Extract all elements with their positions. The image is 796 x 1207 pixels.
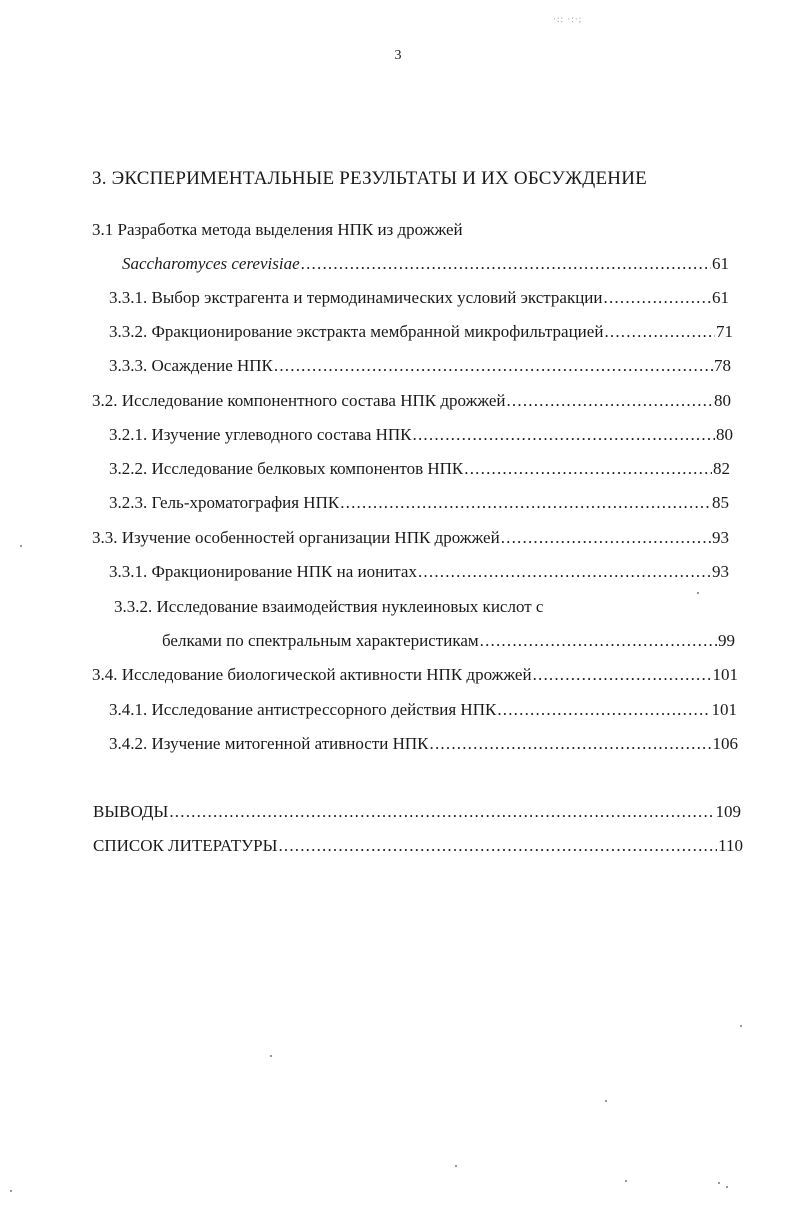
dot-leader: [418, 562, 711, 582]
toc-page-number: 101: [712, 665, 738, 684]
toc-entry-references[interactable]: [93, 836, 743, 856]
toc-page-number: 93: [712, 528, 729, 547]
toc-page-number: 109: [715, 802, 741, 821]
dot-leader: [533, 665, 712, 685]
toc-page-number: 71: [716, 322, 733, 341]
toc-page-number: 61: [712, 288, 729, 307]
toc-entry-3-4-1[interactable]: [109, 700, 737, 720]
toc-entry-text: ВЫВОДЫ: [93, 802, 169, 821]
toc-entry-text: белками по спектральным характеристикам: [162, 631, 479, 650]
toc-entry-text: 3.2.3. Гель-хроматография НПК: [109, 493, 340, 512]
toc-entry-3-3-2-b-continuation[interactable]: [162, 631, 735, 651]
scan-speck: [10, 1190, 12, 1192]
toc-page-number: 106: [712, 734, 738, 753]
scan-speck: [718, 1182, 720, 1184]
toc-entry-text: СПИСОК ЛИТЕРАТУРЫ: [93, 836, 278, 855]
toc-entry-text: 3.3.1. Фракционирование НПК на ионитах: [109, 562, 417, 581]
toc-entry-3-1[interactable]: [92, 220, 463, 240]
dot-leader: [464, 459, 712, 479]
toc-entry-text: 3.4. Исследование биологической активности НПК дрожжей: [92, 665, 532, 684]
dot-leader: [278, 836, 717, 856]
toc-entry-text: 3.2.1. Изучение углеводного состава НПК: [109, 425, 412, 444]
dot-leader: [430, 734, 712, 754]
dot-leader: [604, 322, 715, 342]
scan-speck: [625, 1180, 627, 1182]
dot-leader: [506, 391, 713, 411]
section-heading: 3. ЭКСПЕРИМЕНТАЛЬНЫЕ РЕЗУЛЬТАТЫ И ИХ ОБСУЖДЕНИЕ: [92, 168, 647, 189]
dot-leader: [480, 631, 717, 651]
scan-speck: [270, 1055, 272, 1057]
toc-entry-text: 3.4.1. Исследование антистрессорного действия НПК: [109, 700, 497, 719]
toc-entry-3-3-1-a[interactable]: [109, 288, 729, 308]
toc-entry-conclusions[interactable]: [93, 802, 741, 822]
toc-page-number: 78: [714, 356, 731, 375]
dot-leader: [604, 288, 711, 308]
scan-speck: [20, 545, 22, 547]
toc-entry-3-3[interactable]: [92, 528, 729, 548]
toc-page-number: 99: [718, 631, 735, 650]
toc-entry-3-3-3[interactable]: [109, 356, 731, 376]
toc-entry-text: Saccharomyces cerevisiae: [122, 254, 300, 273]
toc-entry-text: 3.3.2. Исследование взаимодействия нуклеиновых кислот с: [114, 597, 544, 616]
toc-entry-3-2-1[interactable]: [109, 425, 733, 445]
toc-page-number: 80: [716, 425, 733, 444]
toc-entry-text: 3.3.1. Выбор экстрагента и термодинамических условий экстракции: [109, 288, 603, 307]
toc-entry-text: 3.3.3. Осаждение НПК: [109, 356, 273, 375]
toc-entry-3-3-2-b[interactable]: [114, 597, 543, 617]
toc-page-number: 61: [712, 254, 729, 273]
dot-leader: [501, 528, 711, 548]
toc-entry-3-3-1-b[interactable]: [109, 562, 729, 582]
toc-entry-3-4[interactable]: [92, 665, 738, 685]
scan-speck: [740, 1025, 742, 1027]
dot-leader: [301, 254, 711, 274]
page-number: 3: [394, 48, 402, 63]
toc-page-number: 82: [713, 459, 730, 478]
toc-entry-text: 3.3. Изучение особенностей организации НПК дрожжей: [92, 528, 500, 547]
scan-speck: [605, 1100, 607, 1102]
dot-leader: [169, 802, 714, 822]
toc-entry-3-2-2[interactable]: [109, 459, 730, 479]
toc-entry-text: 3.3.2. Фракционирование экстракта мембранной микрофильтрацией: [109, 322, 604, 341]
toc-page-number: 110: [718, 836, 743, 855]
scan-speck: [455, 1165, 457, 1167]
toc-entry-3-4-2[interactable]: [109, 734, 738, 754]
dot-leader: [413, 425, 715, 445]
scan-speck: [726, 1186, 728, 1188]
toc-entry-text: 3.1 Разработка метода выделения НПК из дрожжей: [92, 220, 463, 239]
toc-entry-text: 3.2.2. Исследование белковых компонентов НПК: [109, 459, 464, 478]
toc-page-number: 85: [712, 493, 729, 512]
toc-entry-text: 3.2. Исследование компонентного состава НПК дрожжей: [92, 391, 506, 410]
scan-speck: [697, 592, 699, 594]
toc-page-number: 101: [711, 700, 737, 719]
toc-entry-3-2[interactable]: [92, 391, 731, 411]
toc-page-number: 93: [712, 562, 729, 581]
toc-entry-3-2-3[interactable]: [109, 493, 729, 513]
toc-entry-3-3-2-a[interactable]: [109, 322, 733, 342]
dot-leader: [274, 356, 713, 376]
toc-entry-text: 3.4.2. Изучение митогенной ативности НПК: [109, 734, 429, 753]
scan-mark: ·:: ·:·;: [553, 14, 583, 24]
dot-leader: [340, 493, 711, 513]
toc-entry-3-1-continuation[interactable]: [122, 254, 729, 274]
dot-leader: [497, 700, 710, 720]
toc-page-number: 80: [714, 391, 731, 410]
